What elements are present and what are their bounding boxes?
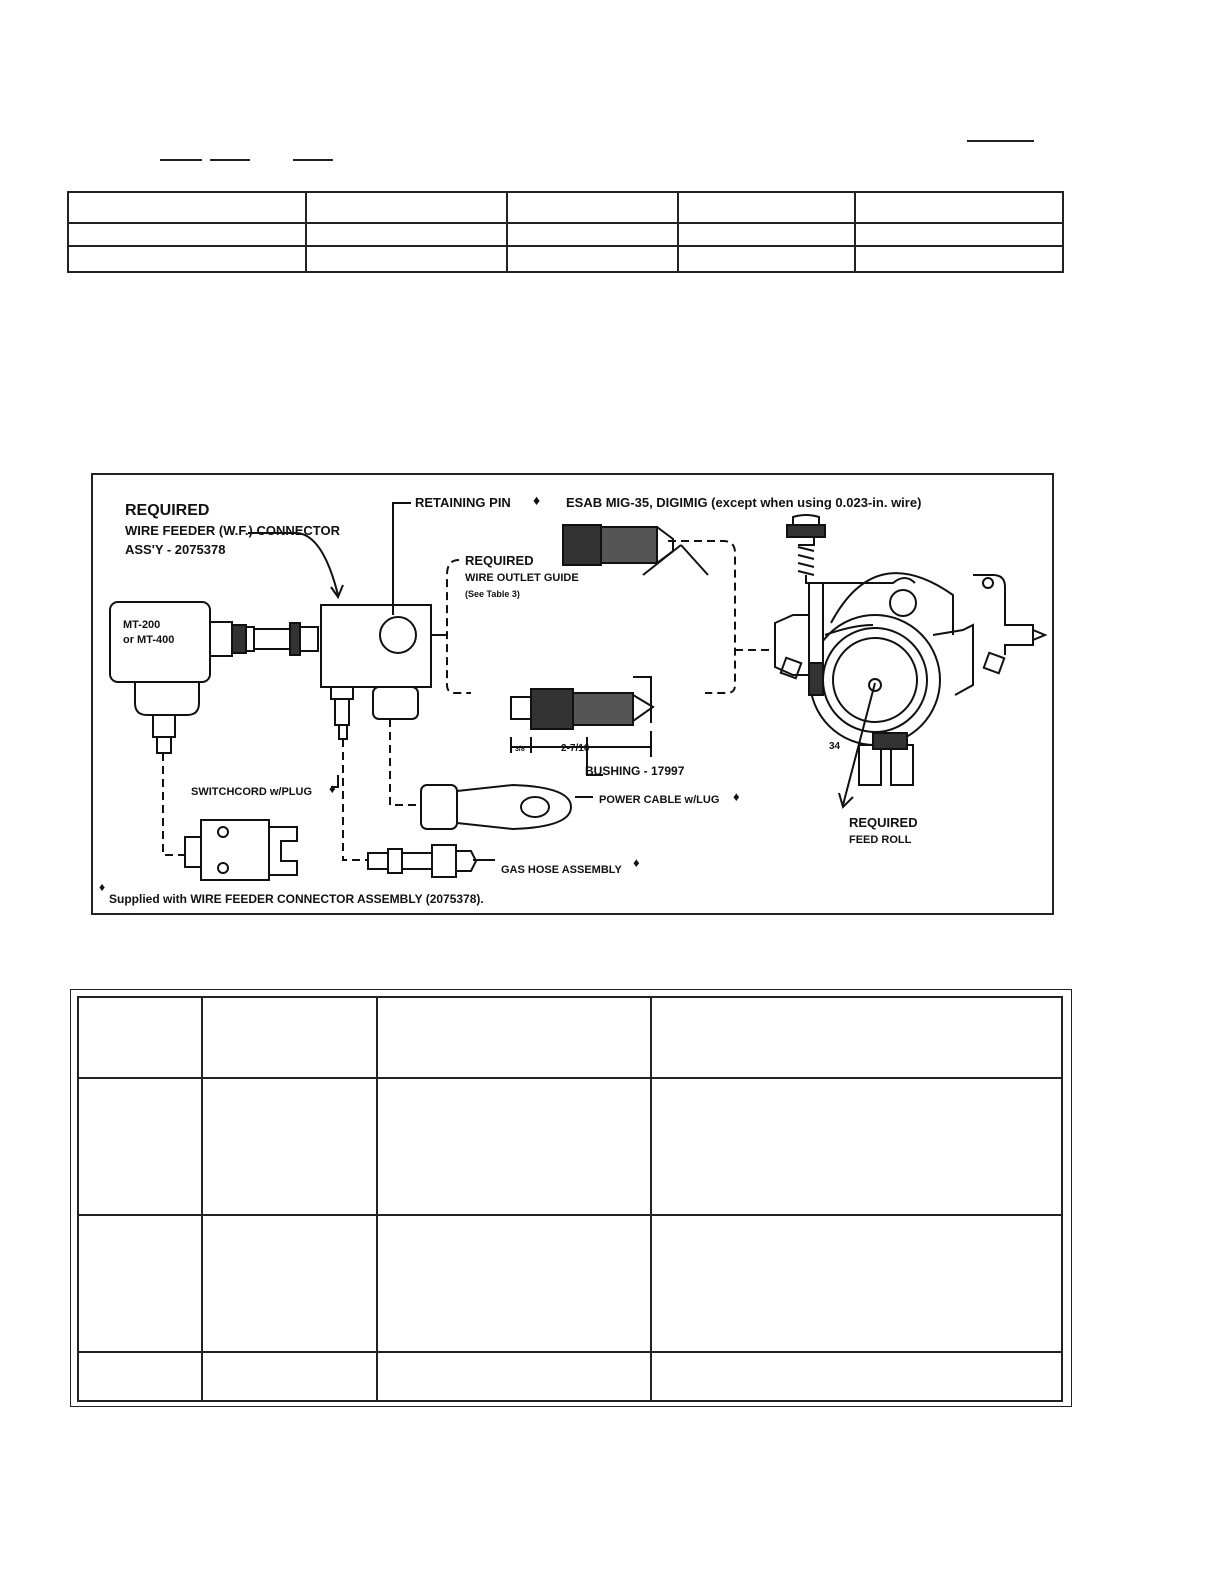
label-dim-2716: 2-7/16 bbox=[561, 743, 590, 754]
label-assy-number: ASS'Y - 2075378 bbox=[125, 542, 226, 557]
label-dim-38: 3/8 bbox=[515, 746, 525, 753]
table-row bbox=[78, 997, 1062, 1078]
table-2 bbox=[77, 996, 1063, 1402]
diagram-svg bbox=[93, 475, 1056, 917]
label-bushing: BUSHING - 17997 bbox=[585, 764, 685, 778]
label-see-table: (See Table 3) bbox=[465, 589, 520, 599]
marker-retaining-pin: ♦ bbox=[533, 492, 541, 508]
label-retaining-pin: RETAINING PIN bbox=[415, 495, 511, 510]
label-footnote: Supplied with WIRE FEEDER CONNECTOR ASSEMBLY (2075378). bbox=[109, 892, 484, 906]
label-gas-hose: GAS HOSE ASSEMBLY bbox=[501, 864, 622, 876]
marker-gas-hose: ♦ bbox=[633, 855, 640, 870]
marker-power-cable: ♦ bbox=[733, 789, 740, 804]
table-1 bbox=[67, 191, 1064, 273]
label-or-mt400: or MT-400 bbox=[123, 634, 175, 646]
table-row bbox=[68, 246, 1063, 272]
label-switchcord: SWITCHCORD w/PLUG bbox=[191, 786, 312, 798]
label-wf-connector: WIRE FEEDER (W.F.) CONNECTOR bbox=[125, 523, 340, 538]
label-power-cable: POWER CABLE w/LUG bbox=[599, 794, 720, 806]
label-mt200: MT-200 bbox=[123, 619, 161, 631]
underline-top-right bbox=[967, 140, 1034, 142]
label-esab-note: ESAB MIG-35, DIGIMIG (except when using 0.023-in. wire) bbox=[566, 495, 922, 510]
underline-1 bbox=[160, 159, 202, 161]
label-feed-roll: FEED ROLL bbox=[849, 834, 912, 846]
table-row bbox=[68, 223, 1063, 246]
marker-footnote: ♦ bbox=[99, 880, 106, 894]
wire-feeder-connector-diagram bbox=[91, 473, 1054, 915]
label-required-guide: REQUIRED bbox=[465, 553, 534, 568]
table-row bbox=[68, 192, 1063, 223]
table-row bbox=[78, 1352, 1062, 1401]
label-wire-outlet-guide: WIRE OUTLET GUIDE bbox=[465, 572, 579, 584]
table-row bbox=[78, 1215, 1062, 1352]
label-required-main: REQUIRED bbox=[125, 502, 210, 519]
marker-switchcord: ♦ bbox=[329, 781, 336, 796]
label-required-roll: REQUIRED bbox=[849, 815, 918, 830]
table-row bbox=[78, 1078, 1062, 1215]
underline-2 bbox=[210, 159, 250, 161]
underline-3 bbox=[293, 159, 333, 161]
label-part-34: 34 bbox=[829, 741, 841, 752]
